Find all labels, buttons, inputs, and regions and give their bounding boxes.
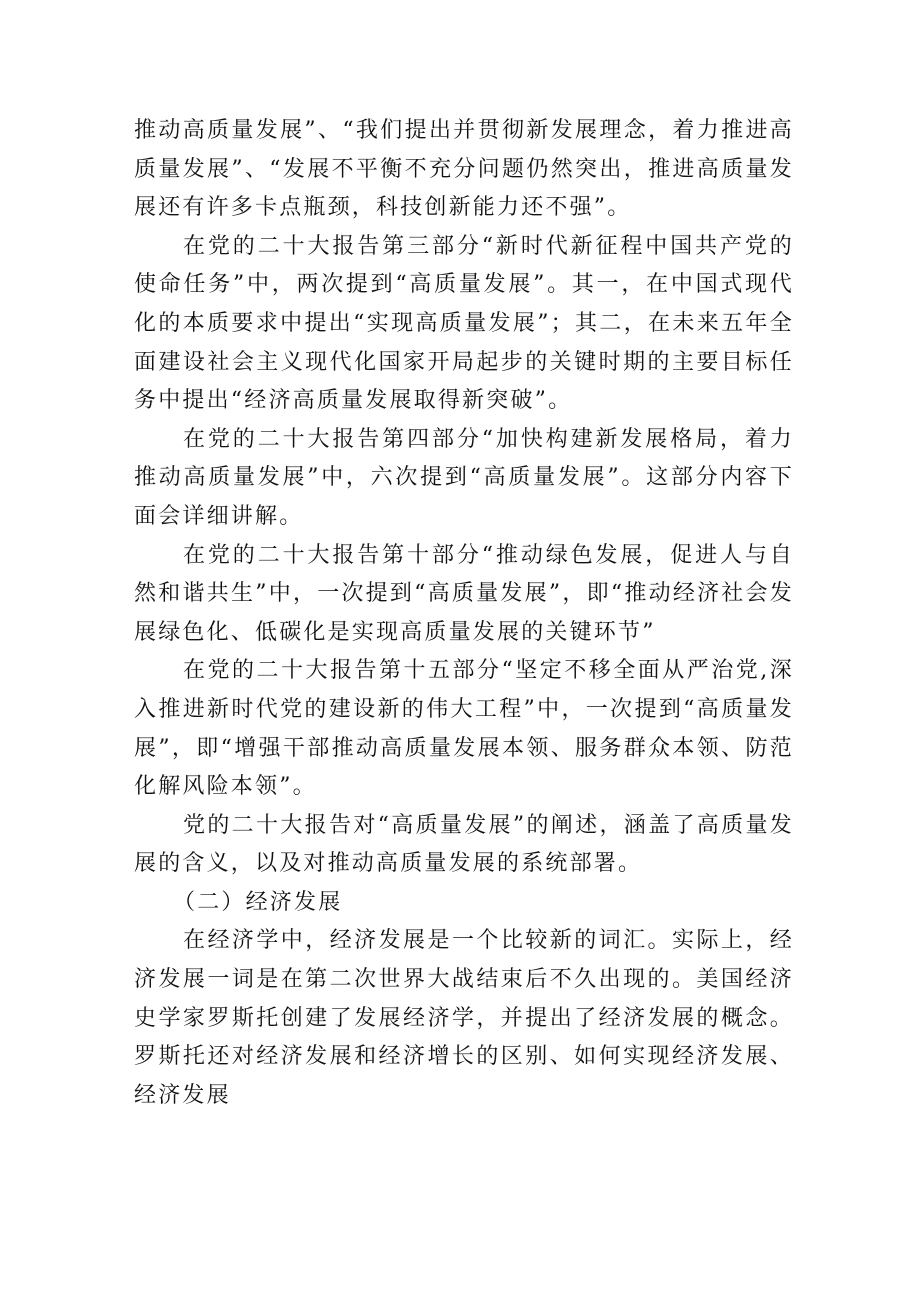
document-body [134, 112, 794, 1115]
paragraph-part-ten: 在党的二十大报告第十部分“推动绿色发展，促进人与自然和谐共生”中，一次提到“高质量发展”，即“推动经济社会发展绿色化、低碳化是实现高质量发展的关键环节” [134, 542, 794, 645]
paragraph-economic-development: 在经济学中，经济发展是一个比较新的词汇。实际上，经济发展一词是在第二次世界大战结束后不久出现的。美国经济史学家罗斯托创建了发展经济学，并提出了经济发展的概念。罗斯托还对经济发展和经济增长的区别、如何实现经济发展、经济发展 [134, 928, 794, 1108]
paragraph-summary: 党的二十大报告对“高质量发展”的阐述，涵盖了高质量发展的含义，以及对推动高质量发展的系统部署。 [134, 812, 794, 877]
section-heading: （二）经济发展 [173, 889, 343, 915]
paragraph-continued: 推动高质量发展”、“我们提出并贯彻新发展理念，着力推进高质量发展”、“发展不平衡不充分问题仍然突出，推进高质量发展还有许多卡点瓶颈，科技创新能力还不强”。 [134, 118, 794, 221]
paragraph-part-three: 在党的二十大报告第三部分“新时代新征程中国共产党的使命任务”中，两次提到“高质量发展”。其一，在中国式现代化的本质要求中提出“实现高质量发展”；其二，在未来五年全面建设社会主义现代化国家开局起步的关键时期的主要目标任务中提出“经济高质量发展取得新突破”。 [134, 233, 794, 414]
paragraph-part-four: 在党的二十大报告第四部分“加快构建新发展格局，着力推动高质量发展”中，六次提到“高质量发展”。这部分内容下面会详细讲解。 [134, 426, 794, 529]
paragraph-part-fifteen: 在党的二十大报告第十五部分“坚定不移全面从严治党,深入推进新时代党的建设新的伟大工程”中，一次提到“高质量发展”，即“增强干部推动高质量发展本领、服务群众本领、防范化解风险本领”。 [134, 658, 794, 800]
